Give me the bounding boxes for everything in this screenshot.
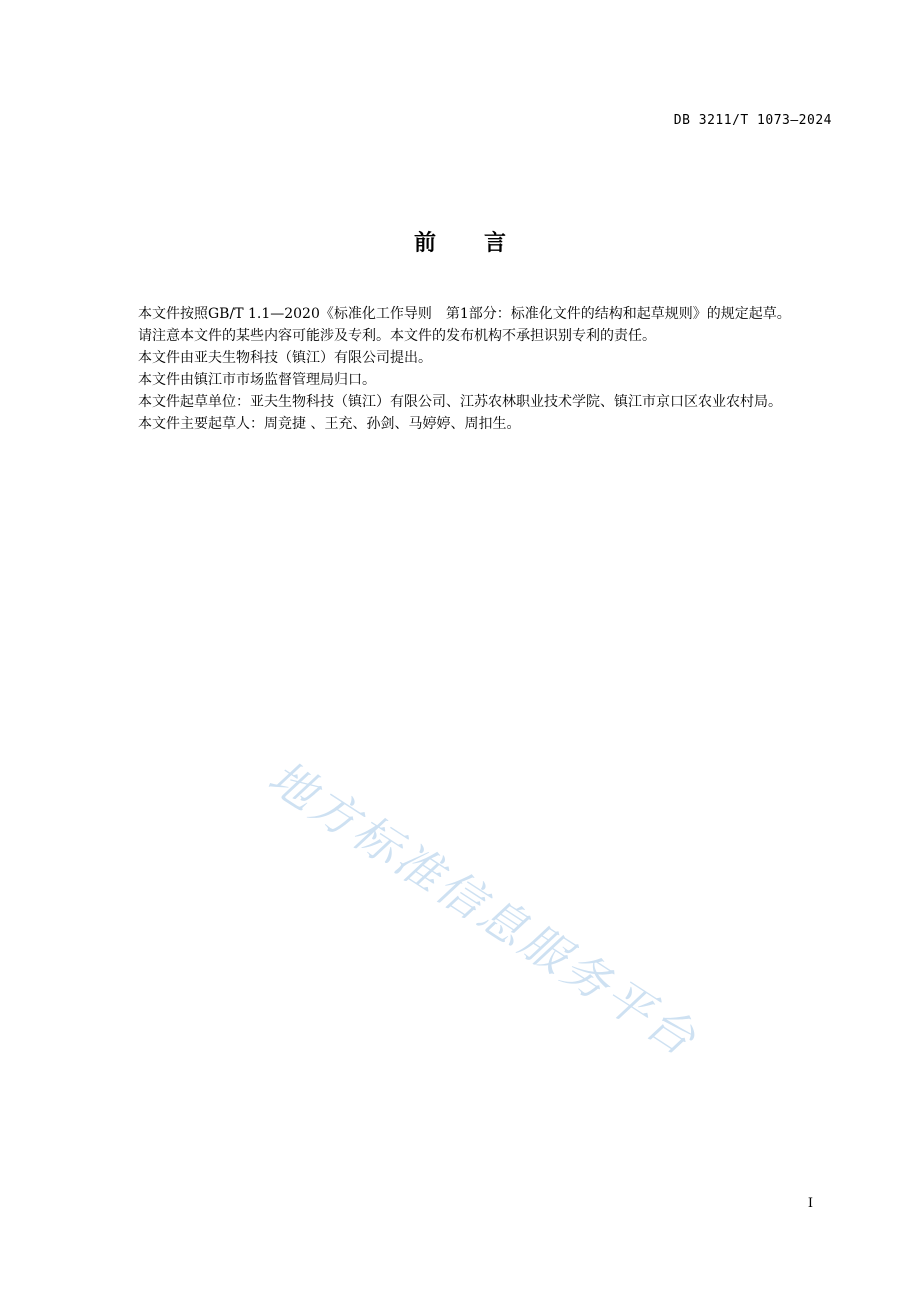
foreword-body: [110, 303, 832, 435]
paragraph-drafters: 本文件主要起草人：周竞捷 、王充、孙剑、马婷婷、周扣生。: [138, 416, 521, 432]
page-title: 前言: [413, 231, 554, 256]
document-number: DB 3211/T 1073—2024: [673, 113, 832, 128]
paragraph-drafting-rules: 本文件按照GB/T 1.1—2020《标准化工作导则 第1部分：标准化文件的结构和起草规则》的规定起草。: [138, 306, 791, 322]
paragraph-drafting-units: 本文件起草单位：亚夫生物科技（镇江）有限公司、江苏农林职业技术学院、镇江市京口区农业农村局。: [138, 394, 782, 410]
paragraph-patent-notice: 请注意本文件的某些内容可能涉及专利。本文件的发布机构不承担识别专利的责任。: [138, 328, 656, 344]
page-number: I: [807, 1196, 813, 1211]
paragraph-administrator: 本文件由镇江市市场监督管理局归口。: [138, 372, 376, 388]
paragraph-proposer: 本文件由亚夫生物科技（镇江）有限公司提出。: [138, 350, 432, 366]
watermark: 地方标准信息服务平台: [258, 749, 708, 1068]
